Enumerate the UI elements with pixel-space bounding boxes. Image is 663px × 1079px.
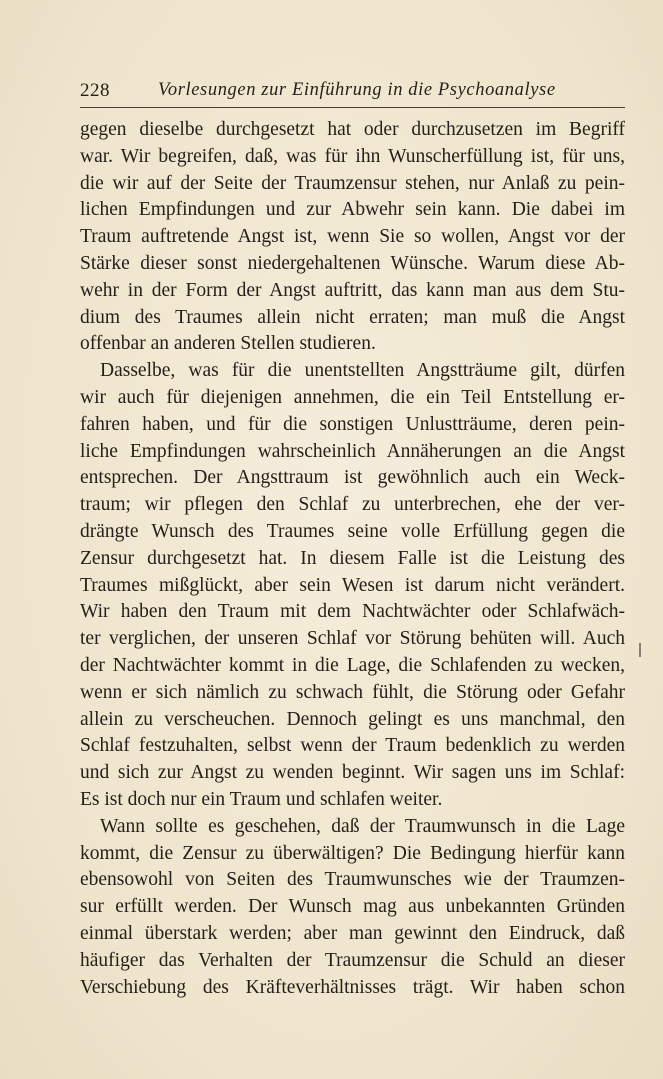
text-line: Schlaf festzuhalten, selbst wenn der Traum bedenklich zu werden — [80, 735, 625, 757]
text-line: gegen dieselbe durchgesetzt hat oder durchzusetzen im Begriff — [80, 119, 625, 140]
header-rule — [80, 107, 625, 108]
page-number: 228 — [80, 80, 110, 101]
text-line: liche Empfindungen wahrscheinlich Annäherungen an die Angst — [80, 440, 625, 462]
text-line: traum; wir pflegen den Schlaf zu unterbrechen, ehe der ver- — [80, 494, 625, 516]
text-line: Dasselbe, was für die unentstellten Angstträume gilt, dürfen — [100, 360, 625, 382]
text-line: Es ist doch nur ein Traum und schlafen weiter. — [80, 788, 443, 810]
margin-mark — [639, 643, 641, 657]
page-header — [80, 80, 625, 110]
text-line: ter verglichen, der unseren Schlaf vor Störung behüten will. Auch — [80, 628, 625, 650]
text-line: kommt, die Zensur zu überwältigen? Die Bedingung hierfür kann — [80, 842, 625, 864]
text-line: Verschiebung des Kräfteverhältnisses trägt. Wir haben schon — [80, 976, 625, 998]
text-line: wir auch für diejenigen annehmen, die ein Teil Entstellung er- — [80, 386, 625, 408]
text-line: Traumes mißglückt, aber sein Wesen ist darum nicht verändert. — [80, 574, 625, 596]
body-text — [80, 117, 625, 1001]
text-line: Stärke dieser sonst niedergehaltenen Wünsche. Warum diese Ab- — [80, 252, 625, 274]
text-line: die wir auf der Seite der Traumzensur stehen, nur Anlaß zu pein- — [80, 172, 625, 194]
text-line: war. Wir begreifen, daß, was für ihn Wunscherfüllung ist, für uns, — [80, 145, 625, 167]
text-line: lichen Empfindungen und zur Abwehr sein kann. Die dabei im — [80, 199, 625, 221]
text-line: Wir haben den Traum mit dem Nachtwächter oder Schlafwäch- — [80, 601, 625, 623]
text-line: allein zu verscheuchen. Dennoch gelingt es uns manchmal, den — [80, 708, 625, 730]
text-line: Traum auftretende Angst ist, wenn Sie so wollen, Angst vor der — [80, 226, 625, 248]
text-line: der Nachtwächter kommt in die Lage, die Schlafenden zu wecken, — [80, 654, 625, 676]
text-line: sur erfüllt werden. Der Wunsch mag aus unbekannten Gründen — [80, 896, 625, 918]
text-line: Wann sollte es geschehen, daß der Traumwunsch in die Lage — [100, 815, 625, 837]
text-line: wenn er sich nämlich zu schwach fühlt, die Störung oder Gefahr — [80, 681, 625, 703]
text-line: wehr in der Form der Angst auftritt, das kann man aus dem Stu- — [80, 279, 625, 301]
text-line: fahren haben, und für die sonstigen Unlustträume, deren pein- — [80, 413, 625, 435]
text-line: einmal überstark werden; aber man gewinnt den Eindruck, daß — [80, 922, 625, 944]
text-line: ebensowohl von Seiten des Traumwunsches wie der Traumzen- — [80, 869, 625, 891]
running-head: Vorlesungen zur Einführung in die Psychoanalyse — [158, 80, 556, 100]
text-line: dium des Traumes allein nicht erraten; man muß die Angst — [80, 306, 625, 328]
text-line: offenbar an anderen Stellen studieren. — [80, 333, 376, 355]
text-line: Zensur durchgesetzt hat. In diesem Falle ist die Leistung des — [80, 547, 625, 569]
text-line: drängte Wunsch des Traumes seine volle Erfüllung gegen die — [80, 520, 625, 542]
text-line: und sich zur Angst zu wenden beginnt. Wir sagen uns im Schlaf: — [80, 762, 625, 784]
text-line: häufiger das Verhalten der Traumzensur die Schuld an dieser — [80, 949, 625, 971]
text-line: entsprechen. Der Angsttraum ist gewöhnlich auch ein Weck- — [80, 467, 625, 489]
